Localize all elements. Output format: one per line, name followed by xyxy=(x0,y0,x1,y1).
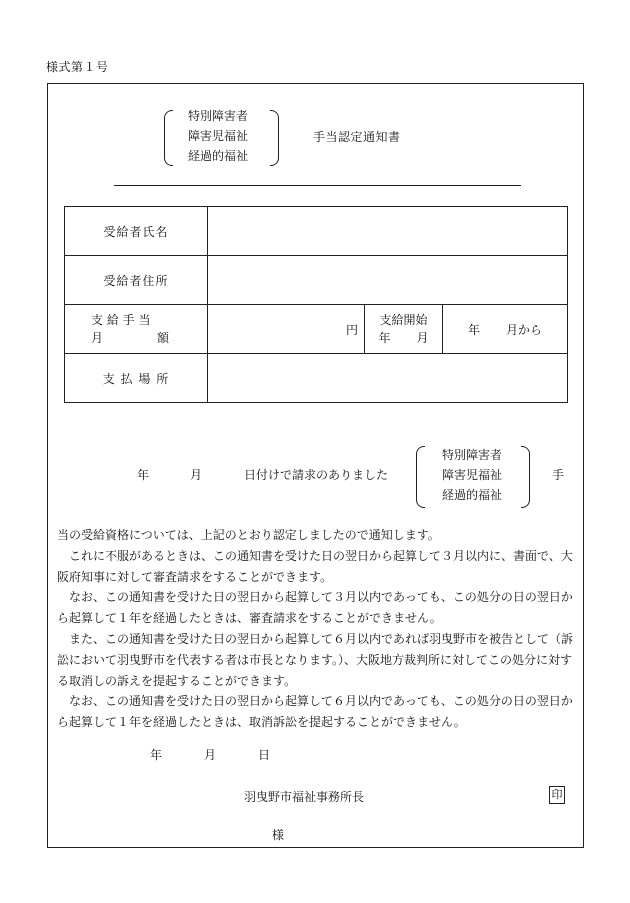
start-label-line2 xyxy=(365,329,442,347)
bracket-right-2 xyxy=(521,446,530,508)
start-date-value[interactable] xyxy=(443,305,568,354)
addressee-honorific: 様 xyxy=(272,828,285,842)
payment-place-label: 支 払 場 所 xyxy=(65,354,208,403)
body-paragraph: これに不服があるときは、この通知書を受けた日の翌日から起算して３月以内に、書面で、大阪府知事に対して審査請求をすることができます。 xyxy=(57,548,573,584)
allowance-type: 障害児福祉 xyxy=(442,468,503,482)
start-label xyxy=(365,305,443,354)
date-month: 月 xyxy=(204,748,217,762)
bracket-left xyxy=(164,110,173,166)
amount-label-part: 額 xyxy=(157,331,170,345)
yen-unit: 円 xyxy=(345,322,358,337)
bracket-right xyxy=(270,110,279,166)
body-paragraph: なお、この通知書を受けた日の翌日から起算して３月以内であっても、この処分の日の翌日から起算して１年を経過したときは、審査請求をすることができません。 xyxy=(57,590,573,626)
start-year-unit: 年 xyxy=(467,322,480,337)
start-month-unit: 月から xyxy=(506,322,543,337)
monthly-amount-label xyxy=(65,305,208,354)
bracket-left-2 xyxy=(416,446,425,508)
info-table xyxy=(64,206,568,403)
body-paragraph: なお、この通知書を受けた日の翌日から起算して６月以内であっても、この処分の日の翌日から起算して１年を経過したときは、取消訴訟を提起することができません。 xyxy=(57,694,573,730)
allowance-type: 経過的福祉 xyxy=(188,149,249,163)
recipient-name-label: 受給者氏名 xyxy=(65,207,208,256)
monthly-amount-label-line1: 支 給 手 当 xyxy=(91,313,151,327)
allowance-type: 特別障害者 xyxy=(188,109,249,123)
request-year: 年 xyxy=(137,468,150,482)
recipient-name-value[interactable] xyxy=(208,207,568,256)
form-number-label: 様式第１号 xyxy=(46,60,109,74)
monthly-amount-label-line2 xyxy=(91,329,207,347)
request-month: 月 xyxy=(190,468,203,482)
allowance-type: 特別障害者 xyxy=(442,448,503,462)
request-suffix: 手 xyxy=(552,468,565,482)
allowance-type-list xyxy=(188,106,248,166)
monthly-amount-value[interactable] xyxy=(208,305,365,354)
allowance-type: 障害児福祉 xyxy=(188,129,249,143)
notice-body xyxy=(57,525,577,733)
request-text: 日付けで請求のありました xyxy=(244,468,389,482)
recipient-address-label: 受給者住所 xyxy=(65,256,208,305)
allowance-type-list-2 xyxy=(442,445,502,505)
start-label-month: 月 xyxy=(416,331,429,345)
start-label-line1: 支給開始 xyxy=(379,313,428,327)
allowance-type: 経過的福祉 xyxy=(442,488,503,502)
title-underline xyxy=(114,185,521,186)
body-paragraph: また、この通知書を受けた日の翌日から起算して６月以内であれば羽曳野市を被告として（訴訟において羽曳野市を代表する者は市長となります。）、大阪地方裁判所に対してこの処分に対する取消しの訴えを提起することができます。 xyxy=(57,631,574,688)
date-year: 年 xyxy=(150,748,163,762)
seal-mark: 印 xyxy=(549,786,565,804)
monthly-label-part: 月 xyxy=(91,331,104,345)
payment-place-value[interactable] xyxy=(208,354,568,403)
date-day: 日 xyxy=(258,748,271,762)
body-paragraph: 当の受給資格については、上記のとおり認定しましたので通知します。 xyxy=(57,528,440,542)
issuer-name: 羽曳野市福祉事務所長 xyxy=(244,790,365,804)
document-title: 手当認定通知書 xyxy=(313,130,401,144)
recipient-address-value[interactable] xyxy=(208,256,568,305)
start-label-year: 年 xyxy=(378,331,391,345)
